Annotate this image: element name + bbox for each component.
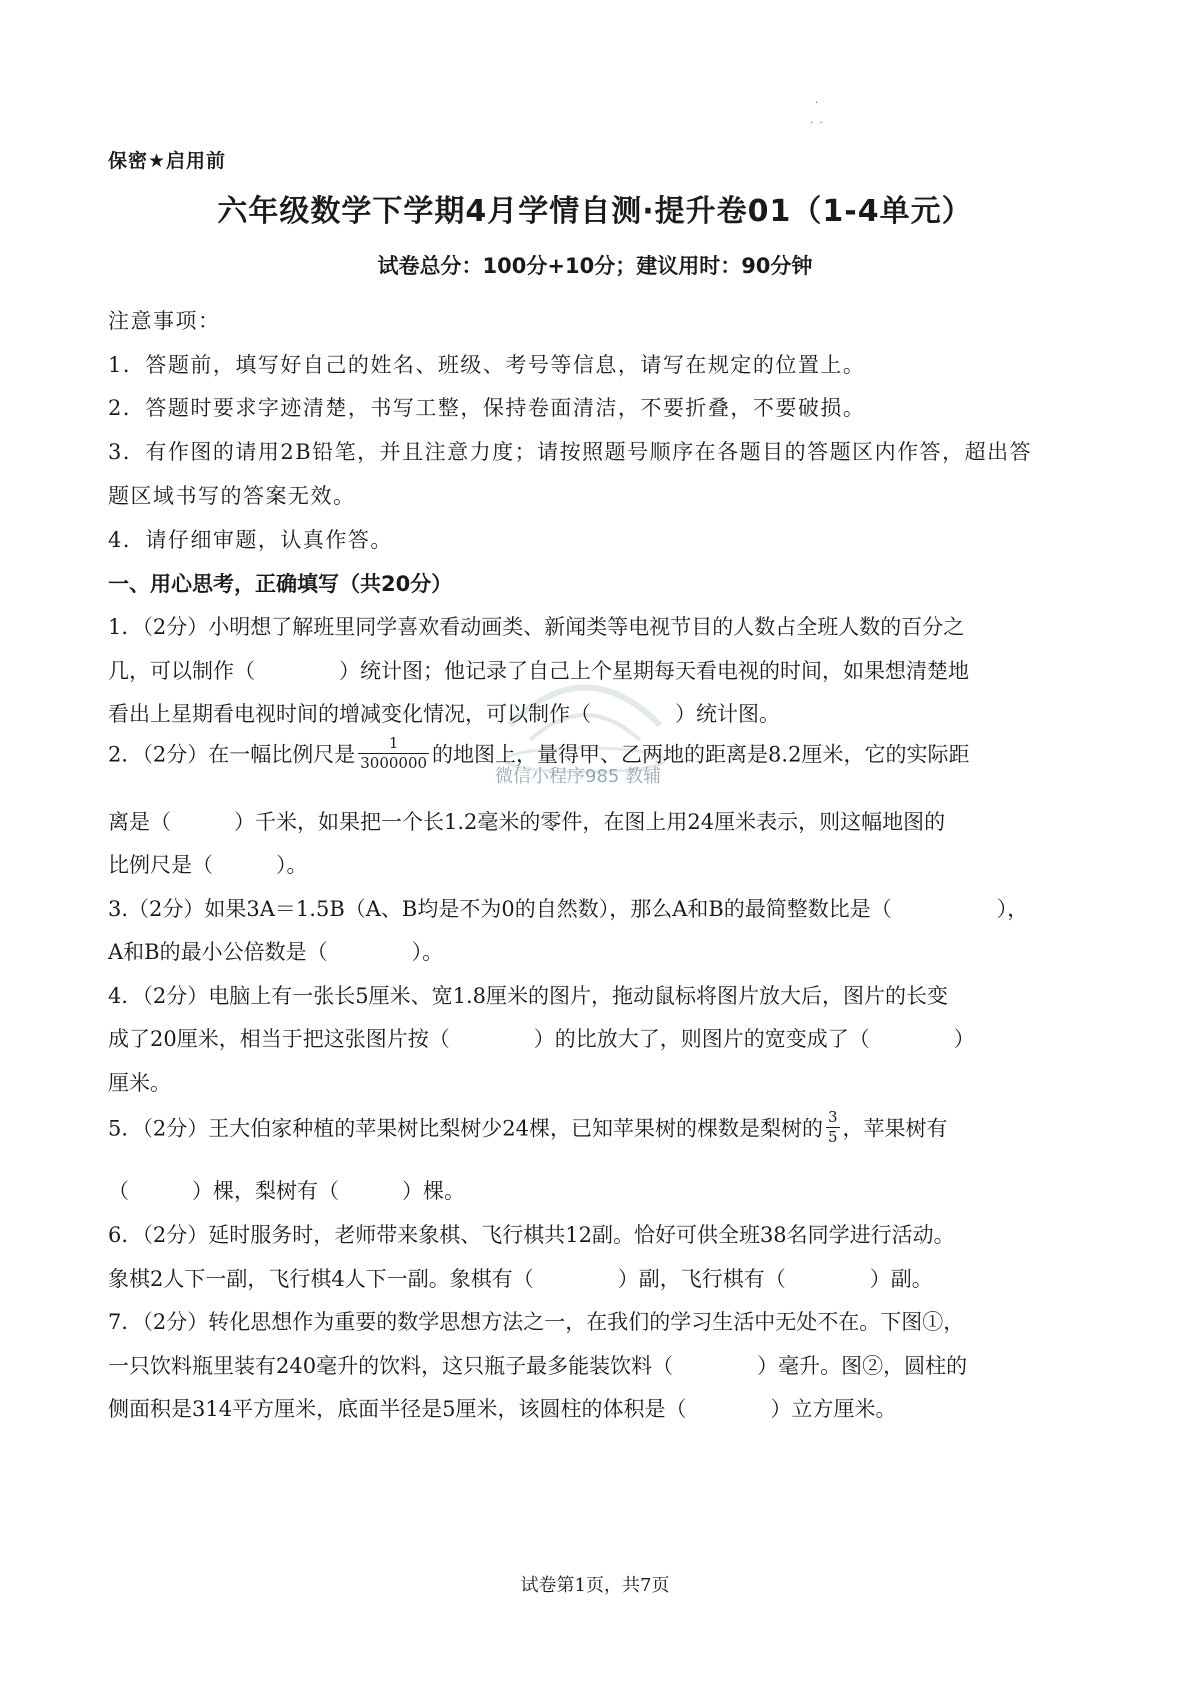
question-4-line: 成了20厘米，相当于把这张图片按（ ）的比放大了，则图片的宽变成了（ ） bbox=[108, 1027, 975, 1051]
scan-speck: · bbox=[815, 98, 819, 109]
page-number: 试卷第1页，共7页 bbox=[520, 1575, 670, 1596]
exam-title: 六年级数学下学期4月学情自测·提升卷01（1-4单元） bbox=[217, 194, 973, 229]
confidential-label: 保密★启用前 bbox=[108, 150, 227, 172]
question-2-line: 比例尺是（ ）。 bbox=[108, 853, 308, 877]
section-heading: 一、用心思考，正确填写（共20分） bbox=[108, 572, 453, 596]
question-3-line: 3.（2分）如果3A＝1.5B（A、B均是不为0的自然数），那么A和B的最简整数比是（ ）， bbox=[108, 897, 1029, 921]
note-item: 题区域书写的答案无效。 bbox=[108, 484, 356, 508]
question-2-line: 离是（ ）千米，如果把一个长1.2毫米的零件，在图上用24厘米表示，则这幅地图的 bbox=[108, 810, 946, 834]
note-item: 1．答题前，填写好自己的姓名、班级、考号等信息，请写在规定的位置上。 bbox=[108, 353, 866, 377]
question-2-text: 2．（2分）在一幅比例尺是 bbox=[108, 742, 356, 767]
fraction-denominator: 3000000 bbox=[360, 754, 428, 772]
question-2-line bbox=[108, 734, 969, 773]
fraction-denominator: 5 bbox=[827, 1128, 838, 1146]
question-4-line: 厘米。 bbox=[108, 1071, 171, 1095]
question-5-line bbox=[108, 1108, 948, 1147]
question-1-line: 1．（2分）小明想了解班里同学喜欢看动画类、新闻类等电视节目的人数占全班人数的百分之 bbox=[108, 615, 965, 639]
ratio-fraction bbox=[826, 1108, 840, 1147]
question-5-text: 5．（2分）王大伯家种植的苹果树比梨树少24棵，已知苹果树的棵数是梨树的 bbox=[108, 1116, 823, 1141]
question-1-line: 几，可以制作（ ）统计图；他记录了自己上个星期每天看电视的时间，如果想清楚地 bbox=[108, 659, 969, 683]
note-item: 3．有作图的请用2B铅笔，并且注意力度；请按照题号顺序在各题目的答题区内作答，超出答 bbox=[108, 440, 1033, 464]
question-4-line: 4．（2分）电脑上有一张长5厘米、宽1.8厘米的图片，拖动鼠标将图片放大后，图片的长变 bbox=[108, 984, 948, 1008]
question-7-line: 侧面积是314平方厘米，底面半径是5厘米，该圆柱的体积是（ ）立方厘米。 bbox=[108, 1397, 897, 1421]
fraction-numerator: 3 bbox=[827, 1108, 838, 1126]
notes-heading: 注意事项： bbox=[108, 309, 221, 333]
note-item: 4．请仔细审题，认真作答。 bbox=[108, 528, 393, 552]
question-7-line: 7．（2分）转化思想作为重要的数学思想方法之一，在我们的学习生活中无处不在。下图①， bbox=[108, 1310, 965, 1334]
exam-subtitle: 试卷总分：100分+10分；建议用时：90分钟 bbox=[377, 254, 813, 278]
question-1-line: 看出上星期看电视时间的增减变化情况，可以制作（ ）统计图。 bbox=[108, 702, 780, 726]
watermark-text: 微信小程序985 教辅 bbox=[495, 766, 662, 787]
question-5-line: （ ）棵，梨树有（ ）棵。 bbox=[108, 1179, 465, 1203]
question-2-text: 的地图上，量得甲、乙两地的距离是8.2厘米，它的实际距 bbox=[432, 742, 970, 767]
question-7-line: 一只饮料瓶里装有240毫升的饮料，这只瓶子最多能装饮料（ ）毫升。图②，圆柱的 bbox=[108, 1354, 968, 1378]
question-6-line: 6．（2分）延时服务时，老师带来象棋、飞行棋共12副。恰好可供全班38名同学进行活动。 bbox=[108, 1223, 955, 1247]
note-item: 2．答题时要求字迹清楚，书写工整，保持卷面清洁，不要折叠，不要破损。 bbox=[108, 396, 866, 420]
question-6-line: 象棋2人下一副，飞行棋4人下一副。象棋有（ ）副，飞行棋有（ ）副。 bbox=[108, 1267, 933, 1291]
fraction-numerator: 1 bbox=[358, 734, 429, 754]
question-5-text: ，苹果树有 bbox=[842, 1116, 948, 1141]
scan-speck: · · bbox=[810, 118, 823, 129]
question-3-line: A和B的最小公倍数是（ ）。 bbox=[108, 940, 444, 964]
scale-fraction bbox=[358, 734, 429, 773]
